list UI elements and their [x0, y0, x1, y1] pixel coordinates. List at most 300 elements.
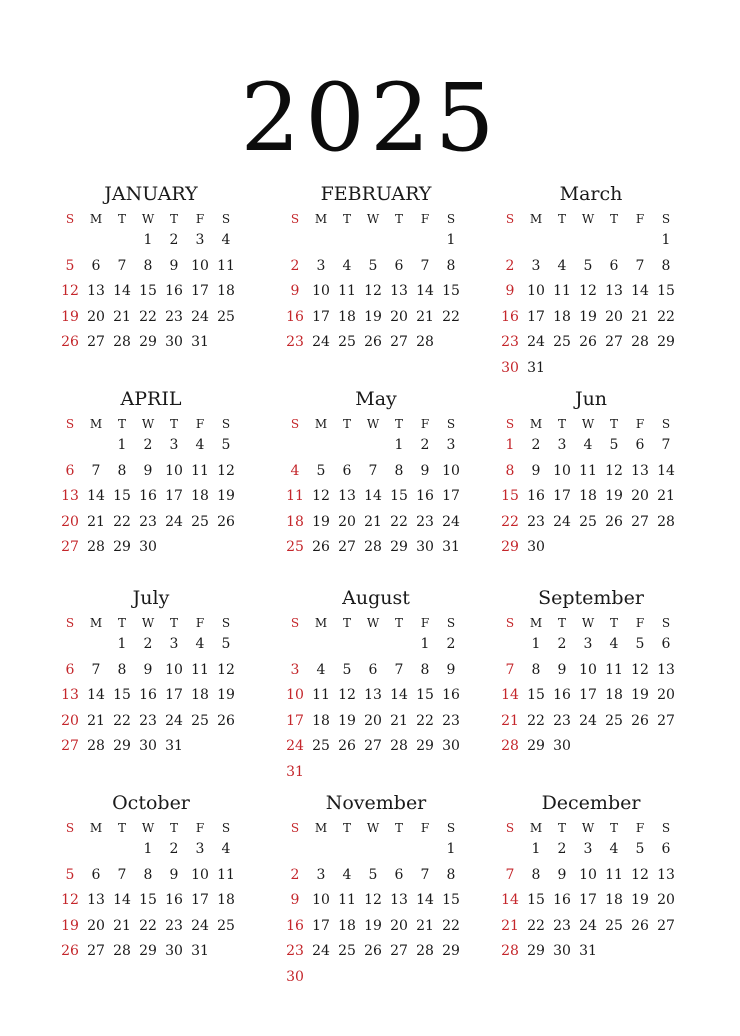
- weekday-label: T: [342, 212, 351, 226]
- day-cell: 6: [394, 866, 404, 883]
- day-cell: 30: [442, 738, 460, 754]
- day-cell: 13: [657, 866, 675, 883]
- day-cell: 28: [113, 943, 131, 959]
- day-cell: 10: [527, 283, 545, 299]
- day-cell: 7: [91, 661, 101, 678]
- day-cell: 13: [390, 283, 408, 299]
- day-cell: 24: [286, 738, 304, 754]
- weekday-label: S: [446, 212, 456, 226]
- day-cell: 13: [338, 488, 356, 504]
- day-cell: 12: [312, 488, 330, 504]
- day-cell: 23: [501, 334, 519, 350]
- day-cell: 21: [113, 917, 131, 934]
- weekday-label: F: [635, 616, 645, 630]
- weekday-label: S: [505, 821, 515, 835]
- day-cell: 29: [139, 334, 157, 350]
- month-name: December: [541, 792, 641, 814]
- day-cell: 16: [442, 687, 460, 703]
- day-cell: 20: [631, 488, 649, 504]
- day-cell: 1: [117, 437, 127, 453]
- day-cell: 7: [394, 661, 404, 678]
- day-cell: 2: [557, 841, 567, 857]
- day-cell: 26: [631, 712, 649, 729]
- day-cell: 15: [501, 488, 519, 504]
- weekday-label: W: [366, 821, 380, 835]
- day-cell: 30: [501, 359, 519, 376]
- day-cell: 27: [657, 917, 675, 934]
- day-cell: 25: [217, 308, 235, 325]
- day-cell: 21: [87, 712, 105, 729]
- day-cell: 12: [364, 892, 382, 908]
- day-cell: 6: [609, 257, 619, 274]
- weekday-label: M: [314, 616, 328, 630]
- day-cell: 1: [143, 232, 153, 248]
- day-cell: 10: [191, 257, 209, 274]
- day-cell: 10: [312, 283, 330, 299]
- month-name: July: [132, 587, 170, 609]
- day-cell: 6: [635, 437, 645, 453]
- weekday-label: T: [557, 821, 566, 835]
- day-cell: 29: [501, 539, 519, 555]
- weekday-label: W: [141, 212, 155, 226]
- day-cell: 9: [143, 462, 153, 479]
- weekday-label: F: [635, 212, 645, 226]
- day-cell: 13: [61, 687, 79, 703]
- weekday-label: T: [169, 616, 178, 630]
- day-cell: 24: [191, 308, 209, 325]
- day-cell: 3: [557, 437, 567, 453]
- day-cell: 11: [553, 283, 571, 299]
- day-cell: 14: [87, 687, 105, 703]
- weekday-label: M: [314, 821, 328, 835]
- weekday-label: F: [635, 417, 645, 431]
- day-cell: 14: [416, 283, 434, 299]
- day-cell: 15: [657, 283, 675, 299]
- weekday-label: S: [65, 417, 75, 431]
- day-cell: 18: [286, 513, 304, 530]
- day-cell: 26: [364, 334, 382, 350]
- day-cell: 2: [446, 636, 456, 652]
- day-cell: 7: [661, 437, 671, 453]
- day-cell: 26: [217, 712, 235, 729]
- weekday-label: T: [394, 417, 403, 431]
- weekday-label: S: [505, 212, 515, 226]
- day-cell: 8: [117, 462, 127, 479]
- day-cell: 19: [631, 687, 649, 703]
- day-cell: 19: [312, 513, 330, 530]
- day-cell: 28: [501, 738, 519, 754]
- day-cell: 28: [87, 738, 105, 754]
- day-cell: 26: [217, 513, 235, 530]
- day-cell: 9: [505, 283, 515, 299]
- day-cell: 27: [605, 334, 623, 350]
- day-cell: 1: [420, 636, 430, 652]
- day-cell: 10: [579, 661, 597, 678]
- day-cell: 9: [531, 462, 541, 479]
- day-cell: 20: [657, 687, 675, 703]
- day-cell: 16: [553, 687, 571, 703]
- day-cell: 15: [442, 283, 460, 299]
- day-cell: 20: [390, 917, 408, 934]
- day-cell: 3: [169, 437, 179, 453]
- day-cell: 29: [527, 738, 545, 754]
- day-cell: 16: [139, 687, 157, 703]
- weekday-label: F: [195, 616, 205, 630]
- day-cell: 4: [609, 636, 619, 652]
- weekday-label: M: [529, 417, 543, 431]
- weekday-label: T: [609, 417, 618, 431]
- day-cell: 14: [113, 892, 131, 908]
- weekday-label: S: [505, 616, 515, 630]
- day-cell: 14: [87, 488, 105, 504]
- day-cell: 16: [139, 488, 157, 504]
- day-cell: 31: [191, 943, 209, 959]
- day-cell: 25: [338, 334, 356, 350]
- day-cell: 28: [364, 539, 382, 555]
- weekday-label: F: [420, 821, 430, 835]
- day-cell: 25: [338, 943, 356, 959]
- day-cell: 23: [553, 712, 571, 729]
- weekday-label: T: [117, 212, 126, 226]
- day-cell: 22: [442, 308, 460, 325]
- weekday-label: W: [366, 417, 380, 431]
- weekday-label: T: [394, 212, 403, 226]
- day-cell: 30: [165, 334, 183, 350]
- day-cell: 5: [368, 257, 378, 274]
- weekday-label: W: [581, 616, 595, 630]
- day-cell: 29: [657, 334, 675, 350]
- day-cell: 10: [165, 462, 183, 479]
- day-cell: 9: [446, 661, 456, 678]
- day-cell: 10: [553, 462, 571, 479]
- day-cell: 25: [605, 917, 623, 934]
- day-cell: 1: [143, 841, 153, 857]
- day-cell: 17: [312, 917, 330, 934]
- day-cell: 14: [657, 462, 675, 479]
- day-cell: 5: [65, 866, 75, 883]
- day-cell: 15: [442, 892, 460, 908]
- day-cell: 8: [661, 257, 671, 274]
- month-name: FEBRUARY: [320, 183, 432, 205]
- day-cell: 3: [316, 866, 326, 883]
- day-cell: 2: [557, 636, 567, 652]
- day-cell: 12: [631, 661, 649, 678]
- day-cell: 23: [165, 308, 183, 325]
- day-cell: 12: [217, 462, 235, 479]
- day-cell: 12: [631, 866, 649, 883]
- day-cell: 21: [501, 917, 519, 934]
- day-cell: 24: [442, 513, 460, 530]
- day-cell: 17: [553, 488, 571, 504]
- day-cell: 21: [87, 513, 105, 530]
- day-cell: 2: [290, 257, 300, 274]
- day-cell: 8: [143, 866, 153, 883]
- day-cell: 5: [316, 462, 326, 479]
- day-cell: 15: [113, 488, 131, 504]
- weekday-label: S: [221, 417, 231, 431]
- weekday-label: M: [314, 212, 328, 226]
- day-cell: 4: [290, 462, 300, 479]
- weekday-label: M: [529, 616, 543, 630]
- day-cell: 19: [61, 917, 79, 934]
- day-cell: 21: [364, 513, 382, 530]
- day-cell: 23: [442, 712, 460, 729]
- weekday-label: S: [221, 212, 231, 226]
- day-cell: 20: [61, 712, 79, 729]
- day-cell: 18: [338, 917, 356, 934]
- weekday-label: S: [661, 821, 671, 835]
- day-cell: 8: [394, 462, 404, 479]
- day-cell: 4: [583, 437, 593, 453]
- day-cell: 7: [91, 462, 101, 479]
- weekday-label: T: [117, 417, 126, 431]
- weekday-label: S: [290, 821, 300, 835]
- day-cell: 27: [364, 738, 382, 754]
- weekday-label: S: [446, 417, 456, 431]
- weekday-label: W: [581, 417, 595, 431]
- day-cell: 22: [390, 513, 408, 530]
- month-name: September: [538, 587, 644, 609]
- day-cell: 20: [605, 308, 623, 325]
- day-cell: 25: [312, 738, 330, 754]
- day-cell: 8: [446, 257, 456, 274]
- day-cell: 27: [87, 943, 105, 959]
- weekday-label: M: [89, 616, 103, 630]
- day-cell: 21: [501, 712, 519, 729]
- day-cell: 29: [113, 539, 131, 555]
- day-cell: 11: [338, 283, 356, 299]
- weekday-label: W: [366, 616, 380, 630]
- day-cell: 3: [531, 257, 541, 274]
- day-cell: 25: [191, 513, 209, 530]
- day-cell: 20: [364, 712, 382, 729]
- day-cell: 3: [195, 841, 205, 857]
- day-cell: 13: [605, 283, 623, 299]
- day-cell: 27: [657, 712, 675, 729]
- day-cell: 12: [61, 283, 79, 299]
- day-cell: 26: [61, 943, 79, 959]
- day-cell: 12: [338, 687, 356, 703]
- weekday-label: S: [505, 417, 515, 431]
- day-cell: 10: [312, 892, 330, 908]
- day-cell: 12: [364, 283, 382, 299]
- day-cell: 7: [117, 866, 127, 883]
- weekday-label: T: [117, 821, 126, 835]
- day-cell: 16: [286, 917, 304, 934]
- day-cell: 1: [505, 437, 515, 453]
- day-cell: 27: [390, 334, 408, 350]
- day-cell: 3: [195, 232, 205, 248]
- day-cell: 7: [368, 462, 378, 479]
- day-cell: 19: [364, 308, 382, 325]
- day-cell: 25: [191, 712, 209, 729]
- day-cell: 24: [553, 513, 571, 530]
- day-cell: 11: [191, 661, 209, 678]
- day-cell: 22: [527, 917, 545, 934]
- weekday-label: T: [394, 821, 403, 835]
- day-cell: 3: [583, 841, 593, 857]
- day-cell: 24: [579, 917, 597, 934]
- day-cell: 9: [290, 283, 300, 299]
- day-cell: 28: [390, 738, 408, 754]
- day-cell: 6: [91, 866, 101, 883]
- day-cell: 18: [191, 687, 209, 703]
- day-cell: 16: [286, 308, 304, 325]
- day-cell: 30: [527, 539, 545, 555]
- day-cell: 30: [139, 539, 157, 555]
- day-cell: 16: [416, 488, 434, 504]
- weekday-label: M: [529, 821, 543, 835]
- day-cell: 11: [605, 661, 623, 678]
- day-cell: 29: [139, 943, 157, 959]
- weekday-label: M: [89, 417, 103, 431]
- day-cell: 10: [191, 866, 209, 883]
- weekday-label: W: [141, 417, 155, 431]
- day-cell: 26: [631, 917, 649, 934]
- day-cell: 16: [165, 283, 183, 299]
- weekday-label: T: [342, 821, 351, 835]
- day-cell: 25: [579, 513, 597, 530]
- day-cell: 2: [169, 841, 179, 857]
- day-cell: 3: [316, 257, 326, 274]
- day-cell: 21: [657, 488, 675, 504]
- day-cell: 22: [442, 917, 460, 934]
- day-cell: 17: [165, 488, 183, 504]
- weekday-label: W: [141, 616, 155, 630]
- day-cell: 13: [87, 283, 105, 299]
- day-cell: 15: [139, 892, 157, 908]
- month-name: May: [355, 388, 397, 410]
- day-cell: 15: [390, 488, 408, 504]
- day-cell: 28: [416, 334, 434, 350]
- day-cell: 9: [169, 866, 179, 883]
- day-cell: 30: [416, 539, 434, 555]
- day-cell: 12: [579, 283, 597, 299]
- day-cell: 28: [657, 513, 675, 530]
- day-cell: 30: [165, 943, 183, 959]
- day-cell: 20: [87, 917, 105, 934]
- weekday-label: S: [221, 821, 231, 835]
- day-cell: 15: [527, 892, 545, 908]
- day-cell: 9: [557, 866, 567, 883]
- day-cell: 14: [416, 892, 434, 908]
- weekday-label: M: [89, 212, 103, 226]
- day-cell: 31: [165, 738, 183, 754]
- weekday-label: S: [65, 821, 75, 835]
- weekday-label: W: [141, 821, 155, 835]
- day-cell: 13: [657, 661, 675, 678]
- day-cell: 13: [61, 488, 79, 504]
- day-cell: 26: [338, 738, 356, 754]
- day-cell: 3: [446, 437, 456, 453]
- day-cell: 12: [605, 462, 623, 479]
- day-cell: 25: [605, 712, 623, 729]
- day-cell: 15: [527, 687, 545, 703]
- weekday-label: T: [169, 212, 178, 226]
- day-cell: 22: [416, 712, 434, 729]
- day-cell: 20: [390, 308, 408, 325]
- day-cell: 19: [338, 712, 356, 729]
- day-cell: 22: [113, 513, 131, 530]
- day-cell: 28: [501, 943, 519, 959]
- day-cell: 3: [169, 636, 179, 652]
- day-cell: 9: [557, 661, 567, 678]
- day-cell: 30: [139, 738, 157, 754]
- day-cell: 18: [553, 308, 571, 325]
- day-cell: 9: [290, 892, 300, 908]
- day-cell: 10: [165, 661, 183, 678]
- day-cell: 24: [527, 334, 545, 350]
- weekday-label: T: [394, 616, 403, 630]
- day-cell: 28: [416, 943, 434, 959]
- weekday-label: S: [446, 821, 456, 835]
- day-cell: 6: [65, 661, 75, 678]
- day-cell: 18: [312, 712, 330, 729]
- day-cell: 2: [420, 437, 430, 453]
- weekday-label: F: [420, 212, 430, 226]
- day-cell: 24: [191, 917, 209, 934]
- day-cell: 12: [61, 892, 79, 908]
- weekday-label: T: [169, 821, 178, 835]
- day-cell: 13: [364, 687, 382, 703]
- day-cell: 23: [416, 513, 434, 530]
- day-cell: 19: [61, 308, 79, 325]
- day-cell: 27: [87, 334, 105, 350]
- day-cell: 13: [631, 462, 649, 479]
- weekday-label: F: [635, 821, 645, 835]
- day-cell: 8: [420, 661, 430, 678]
- day-cell: 23: [286, 943, 304, 959]
- weekday-label: S: [65, 212, 75, 226]
- day-cell: 7: [117, 257, 127, 274]
- day-cell: 1: [394, 437, 404, 453]
- weekday-label: F: [195, 821, 205, 835]
- day-cell: 6: [342, 462, 352, 479]
- day-cell: 17: [527, 308, 545, 325]
- day-cell: 6: [394, 257, 404, 274]
- day-cell: 11: [217, 257, 235, 274]
- weekday-label: T: [557, 616, 566, 630]
- day-cell: 26: [61, 334, 79, 350]
- day-cell: 10: [442, 462, 460, 479]
- day-cell: 6: [368, 661, 378, 678]
- weekday-label: T: [557, 417, 566, 431]
- day-cell: 22: [139, 308, 157, 325]
- day-cell: 11: [217, 866, 235, 883]
- day-cell: 23: [527, 513, 545, 530]
- weekday-label: S: [661, 417, 671, 431]
- day-cell: 31: [286, 763, 304, 780]
- weekday-label: T: [117, 616, 126, 630]
- day-cell: 16: [501, 308, 519, 325]
- day-cell: 17: [165, 687, 183, 703]
- day-cell: 29: [390, 539, 408, 555]
- day-cell: 1: [446, 841, 456, 857]
- day-cell: 9: [143, 661, 153, 678]
- day-cell: 14: [364, 488, 382, 504]
- day-cell: 5: [609, 437, 619, 453]
- day-cell: 21: [631, 308, 649, 325]
- day-cell: 28: [113, 334, 131, 350]
- weekday-label: S: [661, 212, 671, 226]
- day-cell: 4: [221, 841, 231, 857]
- weekday-label: W: [581, 212, 595, 226]
- day-cell: 26: [579, 334, 597, 350]
- day-cell: 26: [605, 513, 623, 530]
- day-cell: 29: [416, 738, 434, 754]
- day-cell: 31: [527, 359, 545, 376]
- day-cell: 3: [290, 661, 300, 678]
